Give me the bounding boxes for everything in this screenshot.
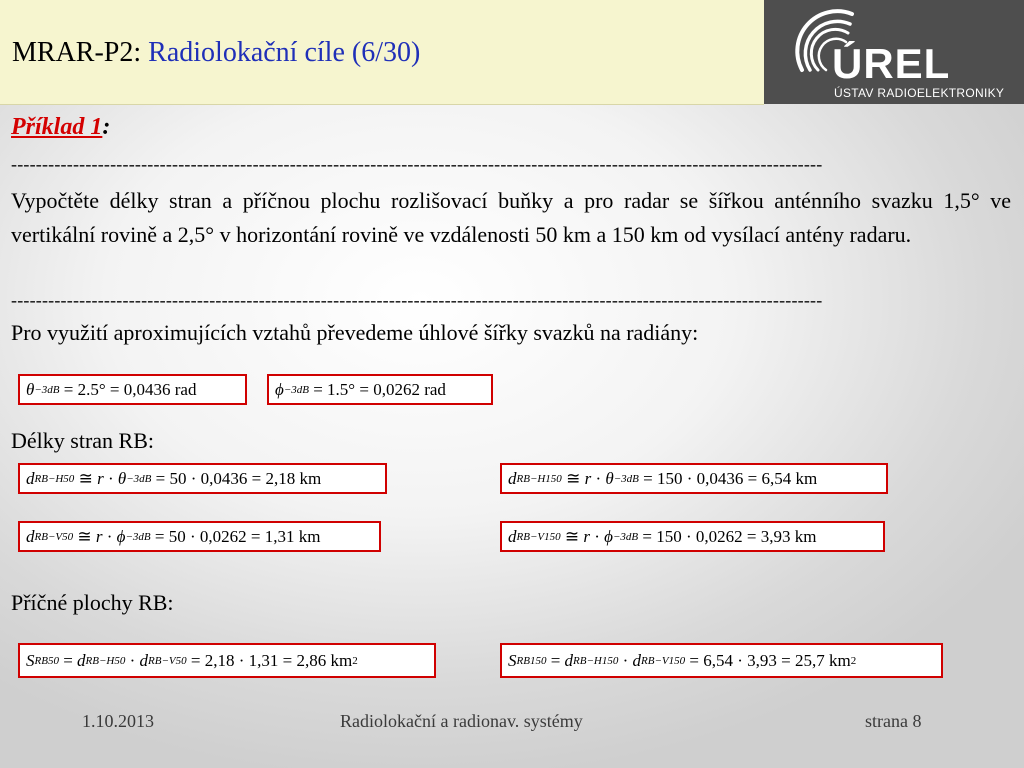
formula-d-v150-value: = 150 · 0,0262 = 3,93 km: [642, 526, 817, 546]
footer-course: Radiolokační a radionav. systémy: [340, 711, 583, 731]
formula-theta-value: = 2.5° = 0,0436 rad: [63, 379, 197, 399]
separator-top: -----------------------------------------------------------------------------------------------------------------------------------: [11, 154, 823, 174]
formula-d-h150: d RB−H150 ≅ r · θ −3dB = 150 · 0,0436 = 6,54 km: [500, 463, 888, 494]
intro-text: Pro využití aproximujících vztahů převedeme úhlové šířky svazků na radiány:: [11, 320, 699, 345]
formula-s150: S RB150 = d RB−H150 · d RB−V150 = 6,54 · 3,93 = 25,7 km 2: [500, 643, 943, 678]
formula-s50-value: = 2,18 · 1,31 = 2,86 km: [190, 650, 353, 670]
formula-d-v50-value: = 50 · 0,0262 = 1,31 km: [154, 526, 321, 546]
formula-theta: θ −3dB = 2.5° = 0,0436 rad: [18, 374, 247, 405]
formula-d-v50: d RB−V50 ≅ r · ϕ −3dB = 50 · 0,0262 = 1,31 km: [18, 521, 381, 552]
areas-heading: Příčné plochy RB:: [11, 590, 174, 615]
sides-heading: Délky stran RB:: [11, 428, 154, 453]
formula-d-h50-value: = 50 · 0,0436 = 2,18 km: [155, 468, 322, 488]
title-main: Radiolokační cíle (6/30): [148, 37, 421, 68]
formula-d-v150: d RB−V150 ≅ r · ϕ −3dB = 150 · 0,0262 = 3,93 km: [500, 521, 885, 552]
slide-title: [12, 37, 420, 69]
separator-bottom: -----------------------------------------------------------------------------------------------------------------------------------: [11, 290, 823, 310]
slide-header: [0, 0, 764, 105]
footer-page-number: strana 8: [865, 711, 922, 731]
formula-phi: ϕ −3dB = 1.5° = 0,0262 rad: [267, 374, 493, 405]
formula-d-h150-value: = 150 · 0,0436 = 6,54 km: [643, 468, 818, 488]
example-colon: :: [102, 114, 111, 140]
formula-phi-value: = 1.5° = 0,0262 rad: [313, 379, 446, 399]
logo-subtitle: ÚSTAV RADIOELEKTRONIKY: [834, 86, 1005, 100]
example-label: Příklad 1: [11, 114, 103, 140]
formula-s150-value: = 6,54 · 3,93 = 25,7 km: [689, 650, 851, 670]
problem-statement: Vypočtěte délky stran a příčnou plochu rozlišovací buňky a pro radar se šířkou anténního svazku 1,5° ve vertikální rovině a 2,5° v horizontání rovině ve vzdálenosti 50 km a 150 km od vysílací antény radaru.: [11, 188, 1011, 247]
logo-name: ÚREL: [832, 40, 951, 87]
example-heading: [11, 114, 110, 141]
formula-s50: S RB50 = d RB−H50 · d RB−V50 = 2,18 · 1,31 = 2,86 km 2: [18, 643, 436, 678]
title-prefix: MRAR-P2:: [12, 37, 149, 68]
footer-date: 1.10.2013: [82, 711, 154, 731]
formula-d-h50: d RB−H50 ≅ r · θ −3dB = 50 · 0,0436 = 2,18 km: [18, 463, 387, 494]
